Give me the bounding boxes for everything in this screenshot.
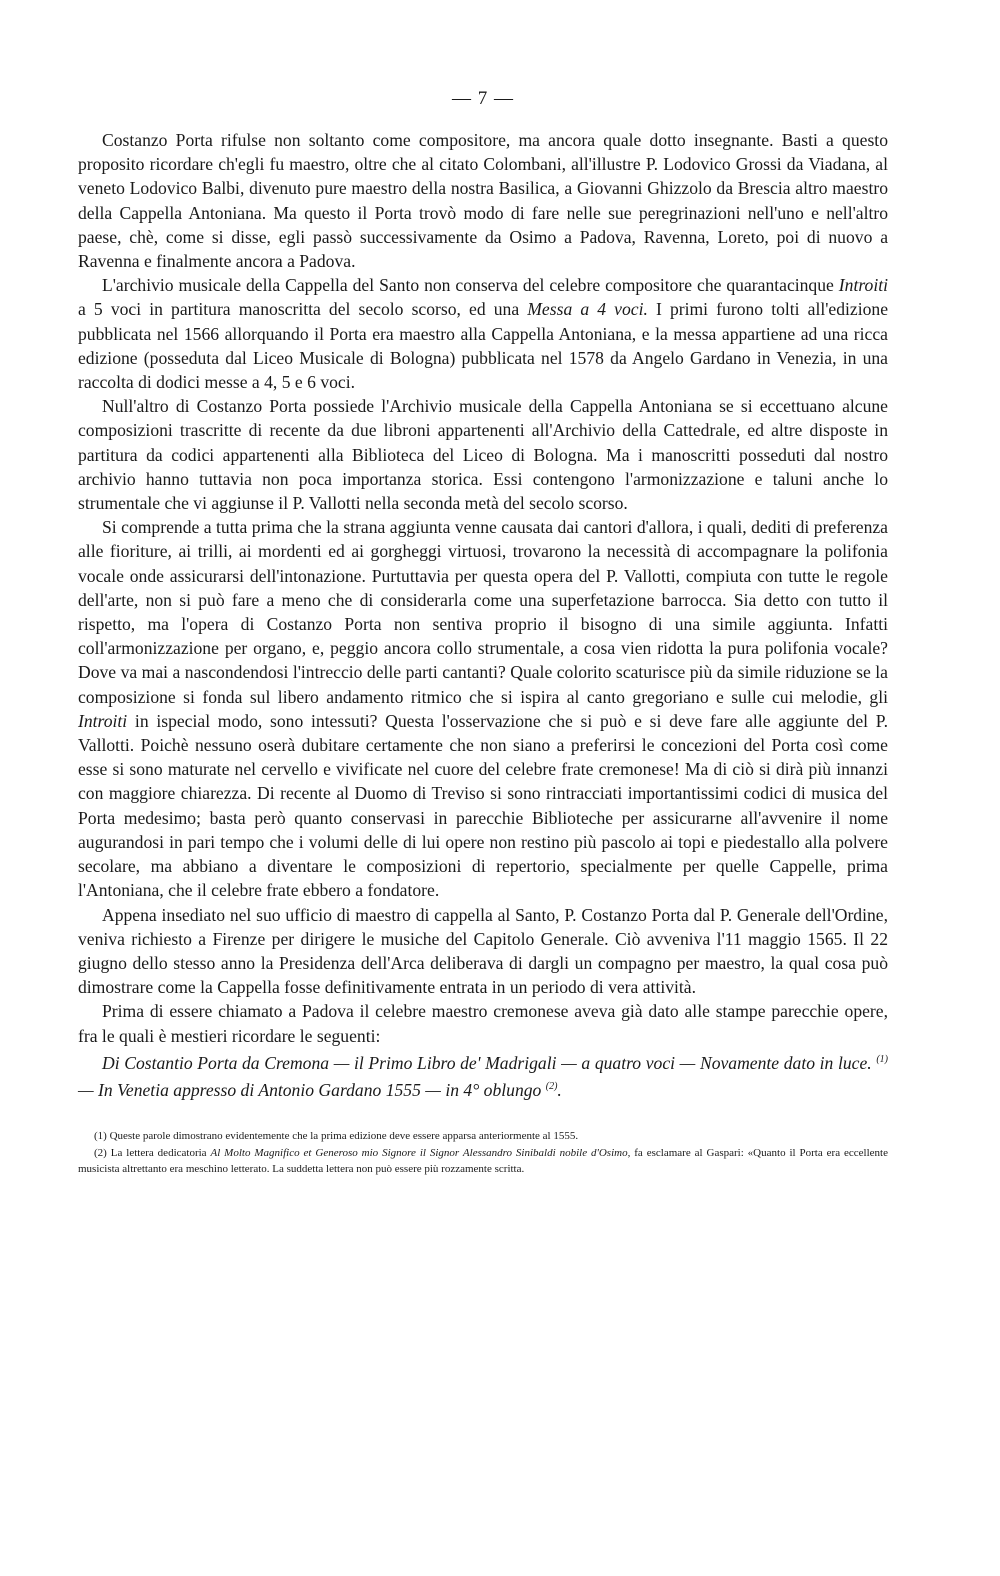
footnote-2 [78, 1145, 888, 1177]
paragraph-2-italic-introiti: Introiti [838, 275, 888, 296]
paragraph-4-text-b: in ispecial modo, sono intessuti? Questa l'osservazione che si può e si deve fare alle aggiunte del P. Vallotti. Poichè nessuno oserà dubitare certamente che non siano a preferirsi le concezioni del Porta così come esse si sono maturate nel cervello e vivificate nel cuore del celebre frate cremonese! Ma di ciò si dirà più innanzi con maggiore chiarezza. Di recente al Duomo di Treviso si sono rintracciati importantissimi codici di musica del Porta medesimo; basta però quanto conservasi in parecchie Biblioteche per assicurarne all'avvenire il nome augurandosi in pari tempo che i volumi delle di lui opere non restino più pascolo ai topi e piedestallo alla polvere secolare, ma abbiano a diventare le composizioni di repertorio, specialmente per quelle Cappelle, prima l'Antoniana, che il celebre frate ebbero a fondatore. [78, 710, 888, 901]
document-page [78, 88, 888, 1178]
paragraph-4 [78, 515, 888, 902]
paragraph-2 [78, 273, 888, 394]
footnote-2-italic: Al Molto Magnifico et Generoso mio Signore il Signor Alessandro Sinibaldi nobile d'Osimo, [210, 1146, 631, 1159]
footnote-1: (1) Queste parole dimostrano evidentemente che la prima edizione deve essere apparsa anteriormente al 1555. [94, 1129, 579, 1142]
paragraph-4-text-a: Si comprende a tutta prima che la strana aggiunta venne causata dai cantori d'allora, i quali, dediti di preferenza alle fioriture, ai trilli, ai mordenti ed ai gorgheggi virtuosi, trovarono la necessità di accompagnare la polifonia vocale onde assicurarsi dell'intonazione. Purtuttavia per questa opera del P. Vallotti, compiuta con tutte le regole dell'arte, non si può fare a meno che di considerarla come una superfetazione barrocca. Sia detto con tutto il rispetto, ma l'opera di Costanzo Porta non sentiva proprio il bisogno di una simile aggiunta. Infatti coll'armonizzazione per organo, e, peggio ancora collo strumentale, a cosa vien ridotta la pura polifonia vocale? Dove va mai a nascondendosi l'intreccio delle parti cantanti? Quale colorito scaturisce più da simile riduzione se la composizione si fonda sul libero andamento ritmico che si ispira al canto gregoriano e sulle cui melodie, gli [78, 517, 888, 707]
paragraph-4-italic-introiti: Introiti [78, 710, 128, 731]
paragraph-6: Prima di essere chiamato a Padova il celebre maestro cremonese aveva già dato alle stampe parecchie opere, fra le quali è mestieri ricordare le seguenti: [78, 1001, 888, 1046]
footnote-ref-2: (2) [545, 1080, 558, 1092]
footnotes [78, 1128, 888, 1177]
title-citation-part-2: — In Venetia appresso di Antonio Gardano 1555 — in 4° oblungo [78, 1079, 542, 1100]
footnote-ref-1: (1) [876, 1053, 888, 1065]
paragraph-5: Appena insediato nel suo ufficio di maestro di cappella al Santo, P. Costanzo Porta dal P. Generale dell'Ordine, veniva richiesto a Firenze per dirigere le musiche del Capitolo Generale. Ciò avveniva l'11 maggio 1565. Il 22 giugno dello stesso anno la Presidenza dell'Arca deliberava di dargli un compagno per maestro, la qual cosa può dimostrare come la Cappella fosse definitivamente entrata in un periodo di vera attività. [78, 904, 888, 998]
paragraph-2-italic-messa: Messa a 4 voci. [527, 299, 648, 320]
paragraph-2-text-c: I primi furono tolti all'edizione pubblicata nel 1566 allorquando il Porta era maestro alla Cappella Antoniana, e la messa appartiene ad una ricca edizione (posseduta dal Liceo Musicale di Bologna) pubblicata nel 1578 da Angelo Gardano in Venezia, in una raccolta di dodici messe a 4, 5 e 6 voci. [78, 299, 889, 393]
paragraph-3: Null'altro di Costanzo Porta possiede l'Archivio musicale della Cappella Antoniana se si eccettuano alcune composizioni trascritte di recente da due libroni appartenenti all'Archivio della Cattedrale, ed altre disposte in partitura da codici appartenenti alla Biblioteca del Liceo di Bologna. Ma i manoscritti posseduti dal nostro archivio hanno tuttavia non poca importanza storica. Essi contengono l'armonizzazione e taluni anche lo strumentale che vi aggiunse il P. Vallotti nella seconda metà del secolo scorso. [78, 396, 888, 514]
paragraph-1: Costanzo Porta rifulse non soltanto come compositore, ma ancora quale dotto insegnante. Basti a questo proposito ricordare ch'egli fu maestro, oltre che al citato Colombani, all'illustre P. Lodovico Grossi da Viadana, al veneto Lodovico Balbi, divenuto pure maestro della nostra Basilica, a Giovanni Ghizzolo da Brescia altro maestro della Cappella Antoniana. Ma questo il Porta trovò modo di fare nelle sue peregrinazioni nell'uno e nell'altro paese, chè, come si disse, egli passò successivamente da Osimo a Padova, Ravenna, Loreto, poi di nuovo a Ravenna e finalmente ancora a Padova. [78, 130, 888, 272]
footnote-2-text-b: fa esclamare al Gaspari: «Quanto il Porta era eccellente musicista altrettanto era meschino letterato. La suddetta lettera non può essere più rozzamente scritta. [78, 1146, 888, 1175]
title-citation-part-1: Di Costantio Porta da Cremona — il Primo Libro de' Madrigali — a quatro voci — Novamente dato in luce. [102, 1052, 872, 1073]
title-citation [78, 1048, 888, 1102]
body-text [78, 128, 888, 1048]
paragraph-2-text-a: L'archivio musicale della Cappella del Santo non conserva del celebre compositore che quarantacinque [102, 275, 839, 296]
title-citation-part-3: . [557, 1079, 562, 1100]
page-number: — 7 — [452, 88, 514, 109]
paragraph-2-text-b: a 5 voci in partitura manoscritta del secolo scorso, ed una [78, 299, 528, 320]
footnote-2-text-a: (2) La lettera dedicatoria [94, 1146, 211, 1159]
